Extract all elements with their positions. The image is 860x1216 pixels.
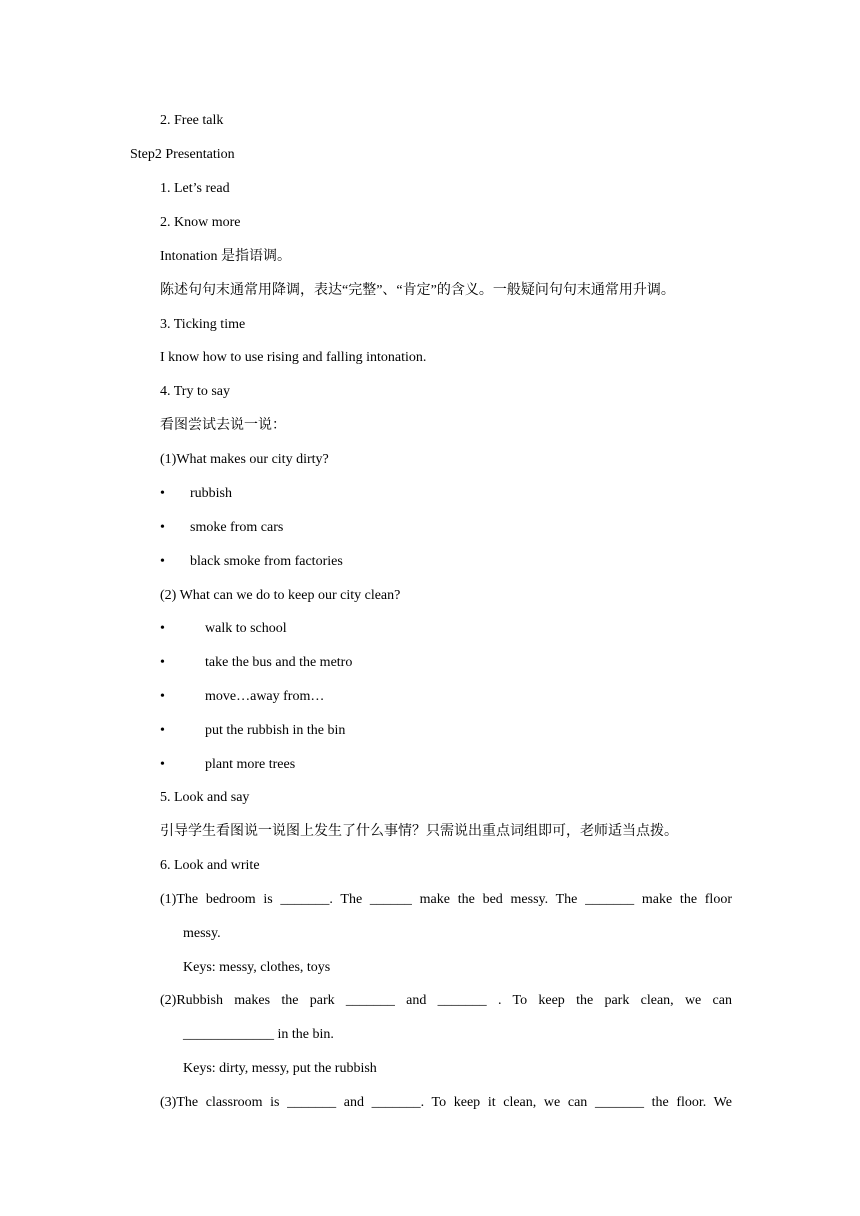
intonation-definition: Intonation 是指语调。	[160, 249, 292, 264]
bullet-icon: •	[160, 655, 165, 670]
bullet-icon: •	[160, 621, 165, 636]
exercise-2-continuation: _____________ in the bin.	[183, 1027, 334, 1042]
question-dirty: (1)What makes our city dirty?	[160, 452, 329, 467]
item-know-more: 2. Know more	[160, 215, 241, 230]
look-and-say-instruction: 引导学生看图说一说图上发生了什么事情？只需说出重点词组即可，老师适当点拨。	[160, 824, 678, 839]
bullet-icon: •	[160, 723, 165, 738]
bullet-icon: •	[160, 554, 165, 569]
intonation-rules: 陈述句句末通常用降调，表达“完整”、“肯定”的含义。一般疑问句句末通常用升调。	[160, 283, 675, 298]
ticking-statement: I know how to use rising and falling intonation.	[160, 350, 427, 365]
item-look-and-say: 5. Look and say	[160, 790, 250, 805]
item-free-talk: 2. Free talk	[160, 113, 224, 128]
item-ticking-time: 3. Ticking time	[160, 317, 246, 332]
step2-heading: Step2 Presentation	[130, 147, 235, 162]
document-page: 2. Free talk Step2 Presentation 1. Let’s read 2. Know more Intonation 是指语调。 陈述句句末通常用降调，表达“完整”、“肯定”的含义。一般疑问句句末通常用升调。 3. Ticking time I know how to use rising and falling intonation. 4. Try to say 看图尝试去说一说： (1)What makes our city dirty? • rubbish • smoke from cars • black smoke from factories (2) What can we do to keep our city clean? • walk to school • take the bus and the metro • move…away from… • put the rubbish in the bin • plant more trees 5. Look and say 引导学生看图说一说图上发生了什么事情？只需说出重点词组即可，老师适当点拨。 6. Look and write (1)The bedroom is _______. The ______ make the bed messy. The _______ make the floor messy. Keys: messy, clothes, toys (2)Rubbish makes the park _______ and _______ . To keep the park clean, we can _____________ in the bin. Keys: dirty, messy, put the rubbish (3)The classroom is _______ and _______. To keep it clean, we can _______ the floor. We	[0, 0, 860, 1216]
bullet-icon: •	[160, 689, 165, 704]
item-look-and-write: 6. Look and write	[160, 858, 260, 873]
exercise-1-keys: Keys: messy, clothes, toys	[183, 960, 331, 975]
question-clean: (2) What can we do to keep our city clean?	[160, 588, 401, 603]
bullet-icon: •	[160, 486, 165, 501]
exercise-2-keys: Keys: dirty, messy, put the rubbish	[183, 1061, 377, 1076]
bullet-icon: •	[160, 757, 165, 772]
exercise-1-continuation: messy.	[183, 926, 221, 941]
exercise-3-line: (3)The classroom is _______ and _______. To keep it clean, we can _______ the floor. We	[160, 1095, 732, 1110]
item-try-to-say: 4. Try to say	[160, 384, 231, 399]
item-lets-read: 1. Let’s read	[160, 181, 230, 196]
bullet-icon: •	[160, 520, 165, 535]
exercise-1-line: (1)The bedroom is _______. The ______ make the bed messy. The _______ make the floor	[160, 892, 732, 907]
try-to-say-instruction: 看图尝试去说一说：	[160, 418, 286, 433]
exercise-2-line: (2)Rubbish makes the park _______ and _______ . To keep the park clean, we can	[160, 993, 732, 1008]
